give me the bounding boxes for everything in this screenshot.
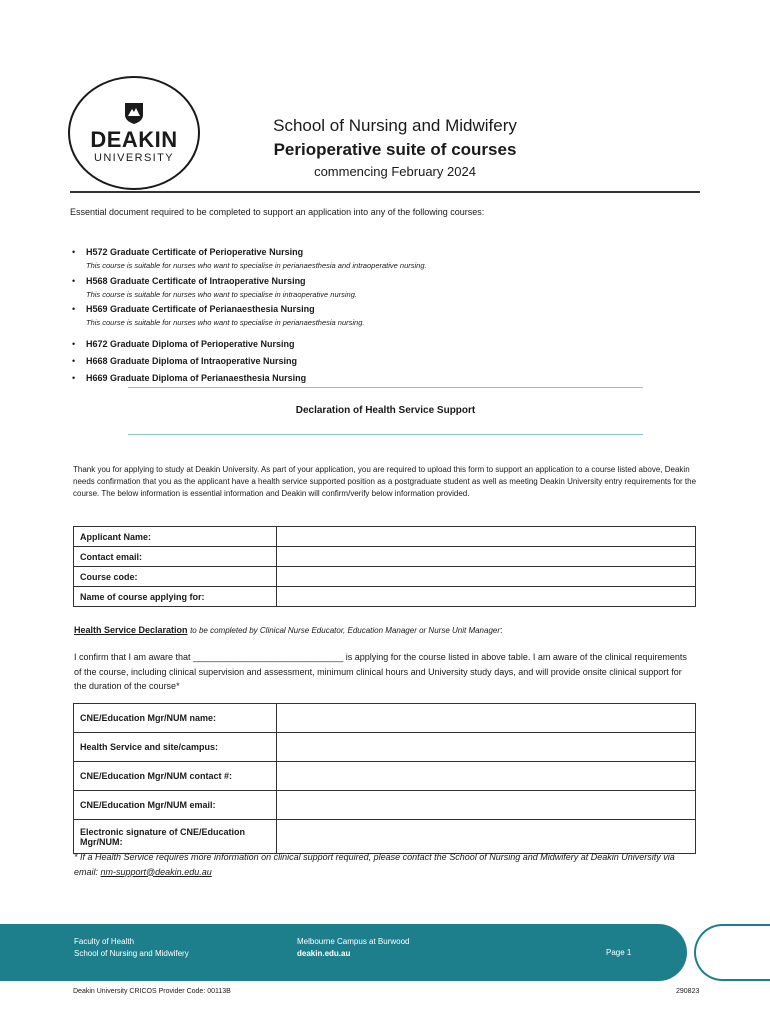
health-service-table: [73, 703, 696, 854]
table-row: [74, 704, 696, 733]
bullet-icon: •: [72, 373, 76, 383]
signature-label: Electronic signature of CNE/Education Mgr/NUM:: [74, 820, 277, 854]
bullet-icon: •: [72, 276, 76, 286]
table-row: [74, 791, 696, 820]
applicant-name-label: Applicant Name:: [74, 527, 277, 547]
footnote-text: * If a Health Service requires more information on clinical support required, please contact the School of Nursing and Midwifery at Deakin University via email:: [74, 852, 675, 877]
bullet-icon: •: [72, 247, 76, 257]
declaration-title: Declaration of Health Service Support: [295, 405, 476, 416]
table-row: [74, 567, 696, 587]
intro-text: Essential document required to be completed to support an application into any of the following courses:: [70, 207, 485, 217]
footer-campus: [297, 936, 410, 959]
school-title: School of Nursing and Midwifery: [273, 116, 517, 135]
table-row: [74, 733, 696, 762]
logo-wordmark: DEAKIN: [90, 127, 178, 152]
table-row: [74, 587, 696, 607]
course-name: H572 Graduate Certificate of Perioperative Nursing: [86, 247, 304, 257]
health-service-subheading: to be completed by Clinical Nurse Educator, Education Manager or Nurse Unit Manager: [190, 626, 501, 635]
footer-decoration: [694, 924, 770, 981]
table-row: [74, 820, 696, 854]
confirmation-statement: I confirm that I am aware that ______________________________ is applying for the course listed in above table. I am aware of the clinical requirements of the course, including clinical supervision and assessment, minimum clinical hours and University study days, and will provide onsite clinical support for the duration of the course*: [74, 652, 687, 691]
cricos-code: Deakin University CRICOS Provider Code: 00113B: [73, 988, 231, 995]
footer-campus-name: Melbourne Campus at Burwood: [297, 937, 410, 946]
intro-paragraph: Thank you for applying to study at Deakin University. As part of your application, you are required to upload this form to support an application to a course listed above, Deakin needs confirmation that you as the applicant have a health service supported position as a postgraduate student as well as meeting Deakin University entry requirements for the course. The below information is essential information and Deakin will confirm/verify below information provided.: [73, 465, 697, 499]
footer-faculty-name: Faculty of Health: [74, 937, 135, 946]
course-name: H569 Graduate Certificate of Perianaesthesia Nursing: [86, 304, 315, 314]
footer-faculty: [74, 936, 189, 959]
deakin-crest-icon: [123, 101, 145, 125]
applicant-table: [73, 526, 696, 607]
table-row: [74, 547, 696, 567]
footnote: [74, 850, 699, 879]
course-name-field[interactable]: [277, 587, 696, 607]
contact-email-label: Contact email:: [74, 547, 277, 567]
health-service-heading: [74, 625, 503, 635]
bullet-icon: •: [72, 356, 76, 366]
course-description: This course is suitable for nurses who want to specialise in perianaesthesia and intraoperative nursing.: [86, 261, 427, 270]
support-email-link[interactable]: nm-support@deakin.edu.au: [100, 866, 212, 877]
footer-school-name: School of Nursing and Midwifery: [74, 948, 189, 958]
course-name: H669 Graduate Diploma of Perianaesthesia Nursing: [86, 373, 307, 383]
page-number: Page 1: [606, 948, 632, 957]
health-service-site-label: Health Service and site/campus:: [74, 733, 277, 762]
cne-name-label: CNE/Education Mgr/NUM name:: [74, 704, 277, 733]
cne-email-label: CNE/Education Mgr/NUM email:: [74, 791, 277, 820]
cne-email-field[interactable]: [277, 791, 696, 820]
contact-email-field[interactable]: [277, 547, 696, 567]
bullet-icon: •: [72, 339, 76, 349]
logo-subtitle: UNIVERSITY: [93, 152, 174, 164]
page-title: Perioperative suite of courses: [273, 140, 517, 159]
health-service-site-field[interactable]: [277, 733, 696, 762]
header-divider: [70, 191, 700, 193]
table-row: [74, 762, 696, 791]
applicant-name-field[interactable]: [277, 527, 696, 547]
course-code-label: Course code:: [74, 567, 277, 587]
course-name: H568 Graduate Certificate of Intraoperative Nursing: [86, 276, 306, 286]
cne-contact-label: CNE/Education Mgr/NUM contact #:: [74, 762, 277, 791]
cne-name-field[interactable]: [277, 704, 696, 733]
section-divider-bottom: [128, 434, 643, 435]
course-code-field[interactable]: [277, 567, 696, 587]
commencing-date: commencing February 2024: [314, 164, 476, 179]
course-description: This course is suitable for nurses who want to specialise in intraoperative nursing.: [86, 290, 357, 299]
table-row: [74, 527, 696, 547]
section-divider-top: [128, 387, 643, 388]
course-name: H672 Graduate Diploma of Perioperative Nursing: [86, 339, 295, 349]
signature-field[interactable]: [277, 820, 696, 854]
footer-website-link[interactable]: deakin.edu.au: [297, 948, 351, 958]
course-name: H668 Graduate Diploma of Intraoperative Nursing: [86, 356, 298, 366]
cne-contact-field[interactable]: [277, 762, 696, 791]
course-description: This course is suitable for nurses who want to specialise in perianaesthesia nursing.: [86, 318, 365, 327]
health-service-heading-label: Health Service Declaration: [74, 625, 188, 635]
document-code: 290823: [676, 988, 700, 995]
course-name-label: Name of course applying for:: [74, 587, 277, 607]
deakin-logo: [68, 76, 200, 190]
heading-colon: :: [500, 625, 503, 635]
bullet-icon: •: [72, 304, 76, 314]
